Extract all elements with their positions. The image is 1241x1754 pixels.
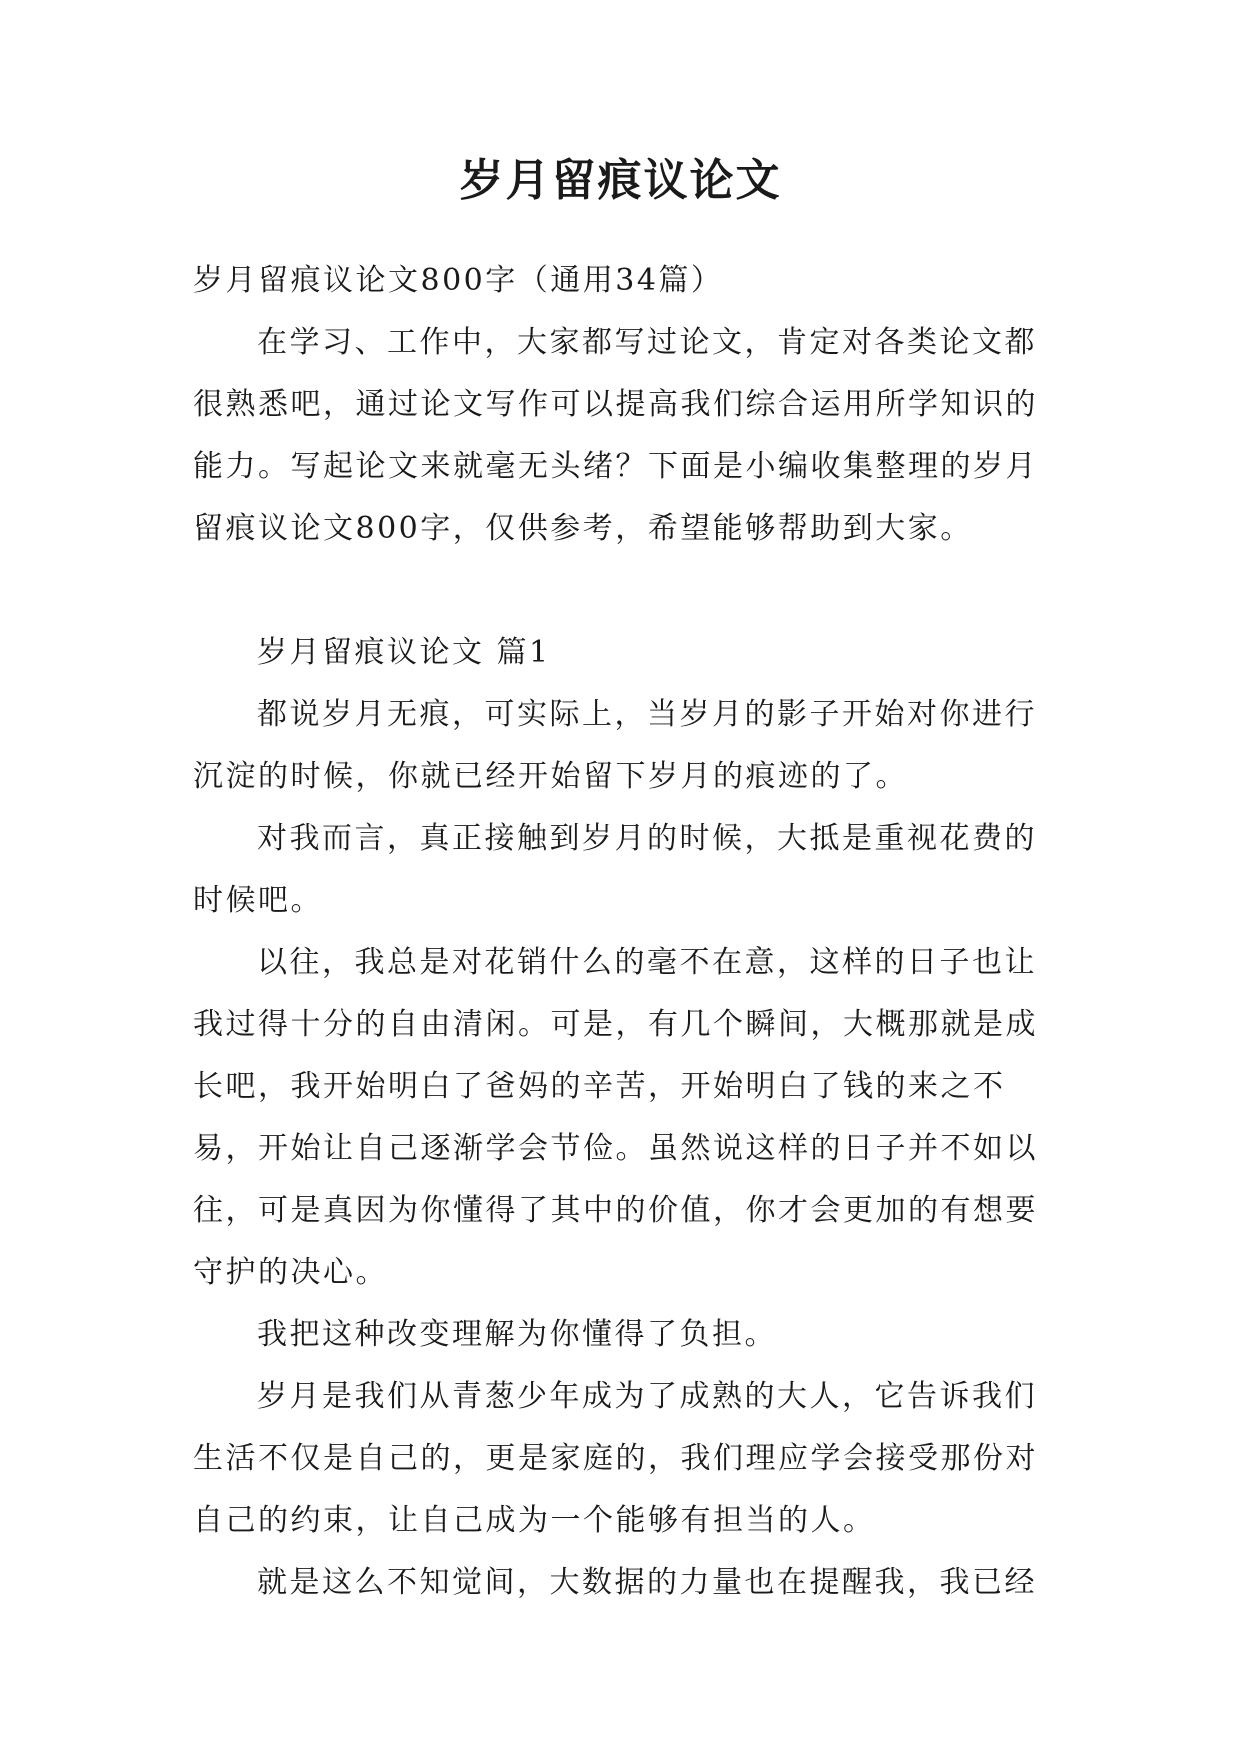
body-paragraph: 我把这种改变理解为你懂得了负担。 xyxy=(257,1317,777,1352)
document-title: 岁月留痕议论文 xyxy=(459,155,782,206)
body-paragraph: 岁月是我们从青葱少年成为了成熟的大人，它告诉我们生活不仅是自己的，更是家庭的，我们理应学会接受那份对自己的约束，让自己成为一个能够有担当的人。 xyxy=(193,1379,1038,1538)
body-paragraph: 都说岁月无痕，可实际上，当岁月的影子开始对你进行沉淀的时候，你就已经开始留下岁月的痕迹的了。 xyxy=(193,697,1037,794)
blank-line xyxy=(193,560,1055,622)
body-paragraph: 就是这么不知觉间，大数据的力量也在提醒我，我已经 xyxy=(257,1565,1037,1600)
body-paragraph: 以往，我总是对花销什么的毫不在意，这样的日子也让我过得十分的自由清闲。可是，有几个瞬间，大概那就是成长吧，我开始明白了爸妈的辛苦，开始明白了钱的来之不易，开始让自己逐渐学会节俭。虽然说这样的日子并不如以往，可是真因为你懂得了其中的价值，你才会更加的有想要守护的决心。 xyxy=(193,945,1038,1290)
section-heading: 岁月留痕议论文 篇1 xyxy=(257,635,551,670)
document-body xyxy=(193,250,1055,1614)
intro-paragraph: 在学习、工作中，大家都写过论文，肯定对各类论文都很熟悉吧，通过论文写作可以提高我们综合运用所学知识的能力。写起论文来就毫无头绪？下面是小编收集整理的岁月留痕议论文800字，仅供参考，希望能够帮助到大家。 xyxy=(193,325,1038,546)
body-paragraph: 对我而言，真正接触到岁月的时候，大抵是重视花费的时候吧。 xyxy=(193,821,1037,918)
document-subtitle: 岁月留痕议论文800字（通用34篇） xyxy=(193,263,724,298)
